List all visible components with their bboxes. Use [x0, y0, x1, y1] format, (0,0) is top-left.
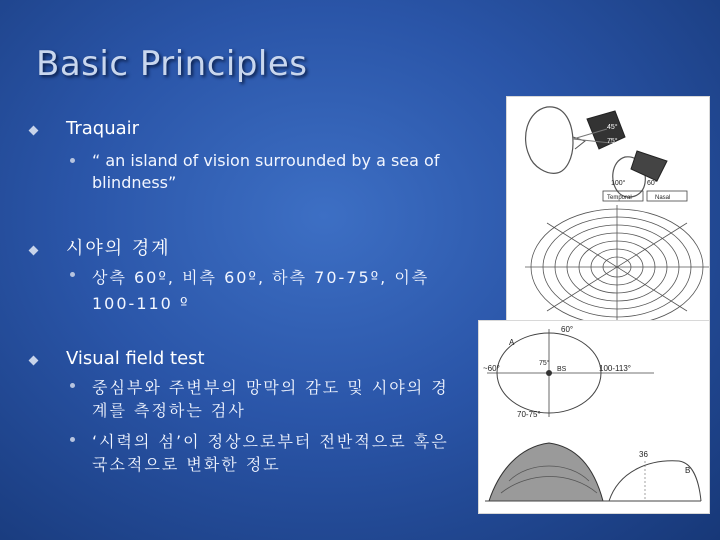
label-70-75: 70-75°: [517, 410, 541, 419]
bullet-icon: [29, 126, 39, 136]
item-test-sub-2: ‘시력의 섬’이 정상으로부터 전반적으로 혹은 국소적으로 변화한 정도: [92, 432, 449, 474]
item-boundary: 시야의 경계: [66, 238, 171, 259]
island-of-vision-figure: [478, 320, 710, 514]
item-test-sub-1: 중심부와 주변부의 망막의 감도 및 시야의 경계를 측정하는 검사: [92, 378, 449, 420]
sub-bullet-icon: [70, 437, 75, 442]
label-36: 36: [639, 450, 648, 459]
label-bs: BS: [557, 366, 567, 373]
label-nasal: Nasal: [655, 195, 671, 201]
perimetry-figure: [506, 96, 710, 324]
label-60: 60°: [647, 180, 658, 187]
bullet-icon: [29, 356, 39, 366]
label-100-113: 100-113°: [599, 364, 631, 373]
slide-title: Basic Principles: [36, 44, 308, 84]
label-temporal: Temporal: [607, 195, 632, 201]
label-60-left: ~60°: [483, 364, 500, 373]
item-traquair-sub: “ an island of vision surrounded by a sea of blindness”: [92, 151, 440, 192]
label-75deg: 75°: [539, 360, 550, 367]
sub-bullet-icon: [70, 158, 75, 163]
sub-bullet-icon: [70, 272, 75, 277]
label-75: 75°: [607, 138, 618, 145]
item-visual-field-test: Visual field test: [66, 348, 205, 369]
bullet-icon: [29, 246, 39, 256]
island-of-vision-diagram: [479, 321, 709, 513]
item-boundary-sub: 상측 60º, 비측 60º, 하측 70-75º, 이측 100-110 º: [92, 268, 430, 313]
sub-bullet-icon: [70, 383, 75, 388]
label-a: A: [509, 338, 515, 347]
label-100: 100°: [611, 180, 626, 187]
item-traquair: Traquair: [66, 118, 140, 139]
label-60deg: 60°: [561, 325, 574, 334]
label-b: B: [685, 466, 691, 475]
label-45: 45°: [607, 124, 618, 131]
perimetry-diagram: [507, 97, 709, 323]
